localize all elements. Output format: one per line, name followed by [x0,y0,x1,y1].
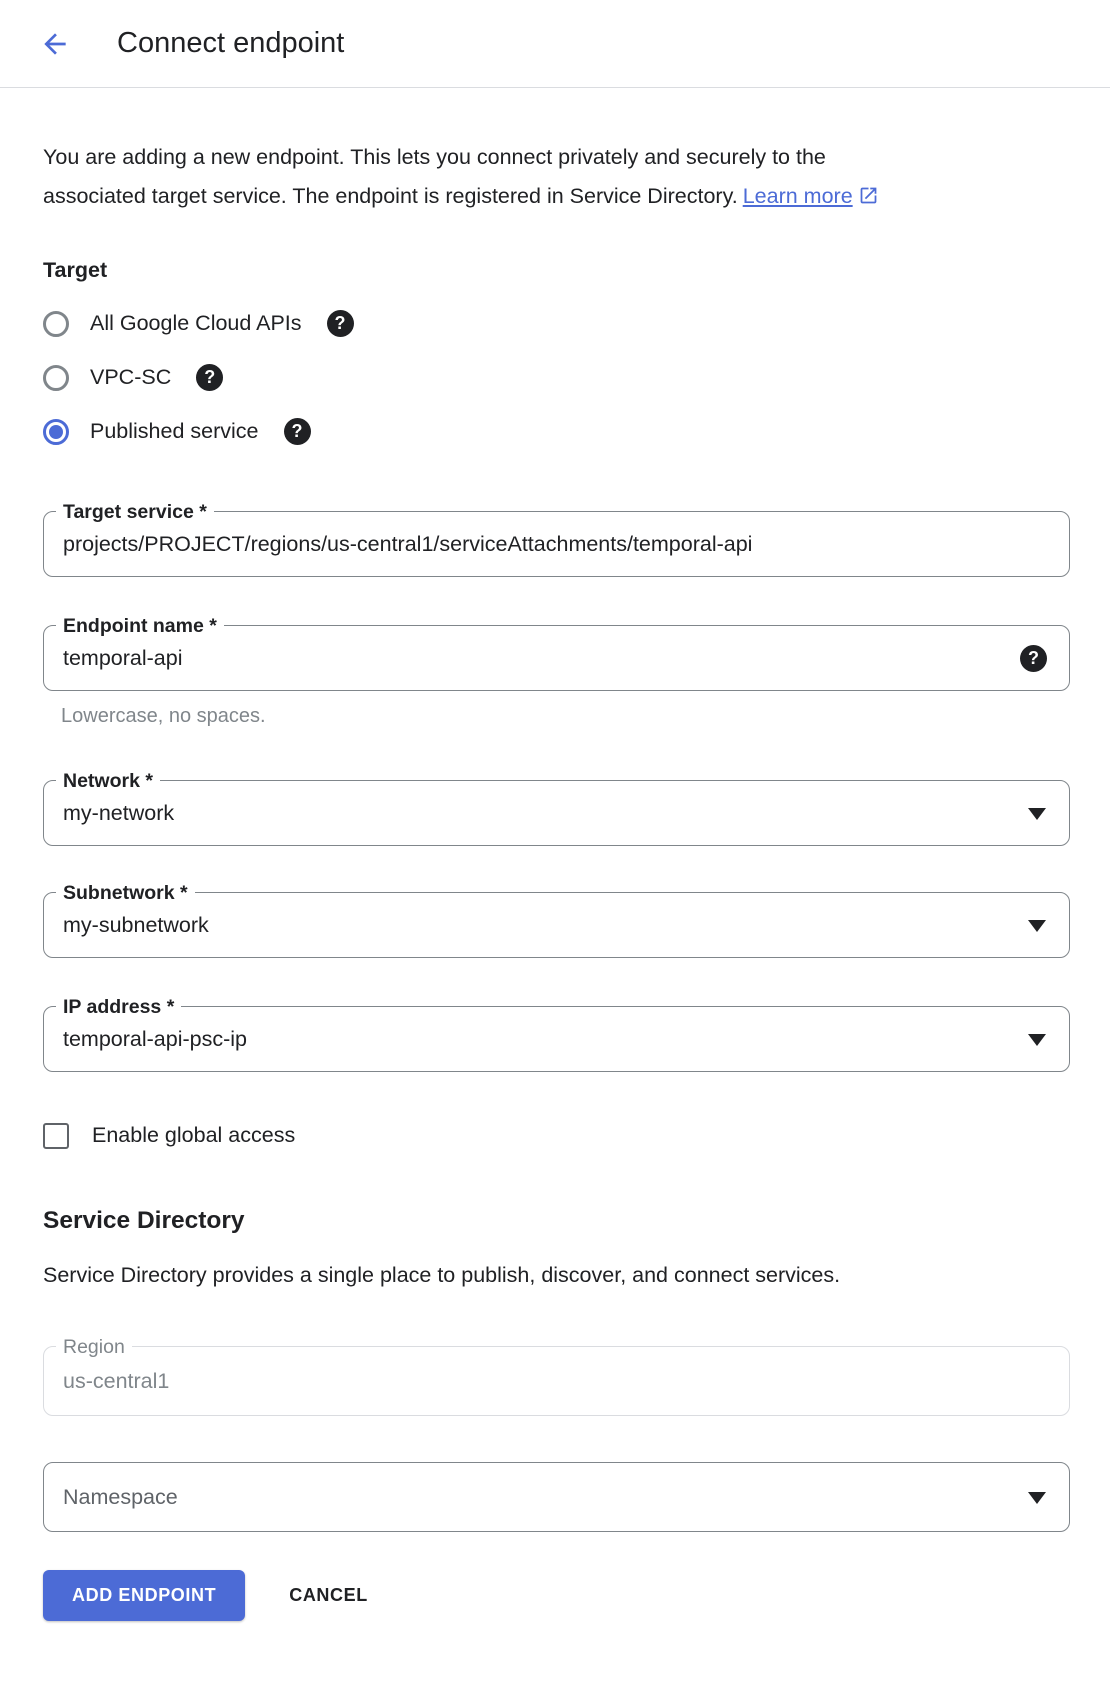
service-directory-heading: Service Directory [43,1207,245,1234]
dropdown-arrow-icon [1028,1034,1046,1046]
help-icon[interactable]: ? [196,364,223,391]
endpoint-name-value: temporal-api [63,645,183,670]
namespace-placeholder: Namespace [63,1484,178,1509]
region-value: us-central1 [63,1368,170,1393]
page-header [0,0,1110,88]
radio-icon [43,365,69,391]
radio-icon [43,419,69,445]
back-arrow-icon [39,28,71,60]
target-service-input[interactable] [43,501,1070,577]
radio-icon [43,311,69,337]
radio-option-published-service[interactable] [43,418,1070,445]
dropdown-arrow-icon [1028,808,1046,820]
learn-more-link[interactable]: Learn more [743,184,879,208]
network-value: my-network [63,800,175,825]
radio-option-vpc-sc[interactable] [43,364,1070,391]
ip-address-select[interactable] [43,996,1070,1072]
checkbox-icon [43,1123,69,1149]
checkbox-label: Enable global access [92,1123,296,1147]
page-title: Connect endpoint [117,27,345,59]
target-service-value: projects/PROJECT/regions/us-central1/serviceAttachments/temporal-api [63,531,753,556]
help-icon[interactable]: ? [284,418,311,445]
help-icon[interactable]: ? [327,310,354,337]
target-section-heading: Target [43,258,108,282]
enable-global-access-checkbox[interactable] [43,1122,1070,1149]
network-label: Network * [56,768,160,794]
ip-address-label: IP address * [56,994,181,1020]
endpoint-name-label: Endpoint name * [56,613,224,639]
dropdown-arrow-icon [1028,920,1046,932]
service-directory-description: Service Directory provides a single place to publish, discover, and connect services. [43,1263,841,1287]
radio-label: All Google Cloud APIs [90,311,302,335]
cancel-button[interactable]: CANCEL [289,1585,368,1605]
intro-paragraph [43,138,1070,216]
intro-line2: associated target service. The endpoint is registered in Service Directory. [43,184,738,208]
namespace-select[interactable] [43,1462,1070,1532]
ip-address-value: temporal-api-psc-ip [63,1026,248,1051]
region-label: Region [56,1334,132,1360]
subnetwork-label: Subnetwork * [56,880,195,906]
endpoint-name-input[interactable] [43,615,1070,691]
subnetwork-value: my-subnetwork [63,912,209,937]
external-link-icon [853,184,879,208]
form-actions [43,1570,1070,1621]
dropdown-arrow-icon [1028,1492,1046,1504]
intro-line1: You are adding a new endpoint. This lets you connect privately and securely to the [43,145,826,169]
radio-label: VPC-SC [90,365,172,389]
help-icon[interactable]: ? [1020,645,1047,672]
subnetwork-select[interactable] [43,882,1070,958]
back-button[interactable] [33,22,77,66]
add-endpoint-button[interactable]: ADD ENDPOINT [43,1570,245,1621]
region-input-disabled [43,1336,1070,1416]
form-content [0,138,1110,1621]
endpoint-name-helper-text: Lowercase, no spaces. [61,705,266,727]
radio-label: Published service [90,419,259,443]
radio-option-all-google-cloud-apis[interactable] [43,310,1070,337]
target-service-label: Target service * [56,499,214,525]
network-select[interactable] [43,770,1070,846]
